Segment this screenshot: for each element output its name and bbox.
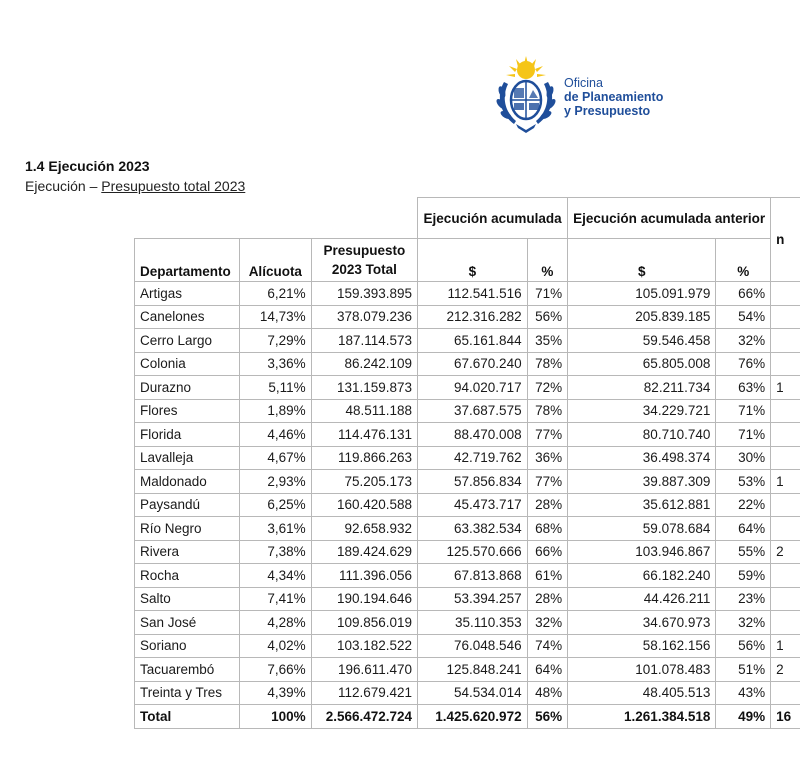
cell-alicuota: 4,67% xyxy=(239,446,311,470)
cell-presupuesto: 114.476.131 xyxy=(311,423,417,447)
cell-ej-pct: 56% xyxy=(527,305,568,329)
budget-execution-table xyxy=(134,197,800,729)
cell-ej-monto: 67.670.240 xyxy=(418,352,528,376)
cell-ant-monto: 58.162.156 xyxy=(568,634,716,658)
cell-departamento: Cerro Largo xyxy=(135,329,240,353)
cell-presupuesto: 75.205.173 xyxy=(311,470,417,494)
cell-ant-monto: 80.710.740 xyxy=(568,423,716,447)
table-row xyxy=(135,587,800,611)
header-ej-monto: $ xyxy=(418,239,528,282)
cell-ej-pct: 61% xyxy=(527,564,568,588)
cell-ej-pct: 32% xyxy=(527,611,568,635)
subtitle-underlined: Presupuesto total 2023 xyxy=(101,178,246,194)
cell-ej-monto: 37.687.575 xyxy=(418,399,528,423)
cell-ant-monto: 82.211.734 xyxy=(568,376,716,400)
header-departamento: Departamento xyxy=(135,239,240,282)
cell-ej-monto: 35.110.353 xyxy=(418,611,528,635)
cell-cut: 1 xyxy=(771,634,800,658)
table-row xyxy=(135,564,800,588)
cell-departamento: Artigas xyxy=(135,282,240,306)
cell-ant-pct: 32% xyxy=(716,611,771,635)
empty-header xyxy=(135,198,418,239)
total-presupuesto: 2.566.472.724 xyxy=(311,705,417,729)
cell-cut xyxy=(771,352,800,376)
opp-logo xyxy=(494,56,694,136)
cell-departamento: Tacuarembó xyxy=(135,658,240,682)
header-ejecucion-acumulada-anterior: Ejecución acumulada anterior xyxy=(568,198,771,239)
cell-cut xyxy=(771,305,800,329)
table-row xyxy=(135,305,800,329)
logo-line-1: Oficina xyxy=(564,76,603,90)
cell-presupuesto: 378.079.236 xyxy=(311,305,417,329)
table-row xyxy=(135,399,800,423)
cell-cut xyxy=(771,564,800,588)
header-presupuesto: Presupuesto 2023 Total xyxy=(311,239,417,282)
cell-cut: 1 xyxy=(771,470,800,494)
cell-alicuota: 1,89% xyxy=(239,399,311,423)
cell-presupuesto: 190.194.646 xyxy=(311,587,417,611)
cell-ej-pct: 28% xyxy=(527,493,568,517)
cell-ej-monto: 125.570.666 xyxy=(418,540,528,564)
cell-ej-pct: 66% xyxy=(527,540,568,564)
cell-cut xyxy=(771,399,800,423)
table-row xyxy=(135,352,800,376)
cell-ej-monto: 112.541.516 xyxy=(418,282,528,306)
total-row xyxy=(135,705,800,729)
cell-cut: 1 xyxy=(771,376,800,400)
cell-ant-monto: 39.887.309 xyxy=(568,470,716,494)
cell-presupuesto: 131.159.873 xyxy=(311,376,417,400)
cell-ant-monto: 103.946.867 xyxy=(568,540,716,564)
cell-ant-pct: 22% xyxy=(716,493,771,517)
header-ej-pct: % xyxy=(527,239,568,282)
cell-ant-monto: 34.229.721 xyxy=(568,399,716,423)
cell-ant-pct: 64% xyxy=(716,517,771,541)
cell-ant-monto: 59.546.458 xyxy=(568,329,716,353)
cell-ant-monto: 48.405.513 xyxy=(568,681,716,705)
cell-alicuota: 3,61% xyxy=(239,517,311,541)
cell-ej-monto: 57.856.834 xyxy=(418,470,528,494)
cell-alicuota: 7,38% xyxy=(239,540,311,564)
table-row xyxy=(135,470,800,494)
cell-cut xyxy=(771,423,800,447)
cell-alicuota: 7,41% xyxy=(239,587,311,611)
cell-ej-pct: 78% xyxy=(527,399,568,423)
cell-departamento: Florida xyxy=(135,423,240,447)
cell-ant-pct: 23% xyxy=(716,587,771,611)
cell-ant-pct: 51% xyxy=(716,658,771,682)
cell-presupuesto: 112.679.421 xyxy=(311,681,417,705)
cell-departamento: Rocha xyxy=(135,564,240,588)
table-body xyxy=(135,282,800,705)
table-row xyxy=(135,681,800,705)
cell-alicuota: 2,93% xyxy=(239,470,311,494)
total-ant-pct: 49% xyxy=(716,705,771,729)
cell-ej-pct: 28% xyxy=(527,587,568,611)
cell-ant-monto: 66.182.240 xyxy=(568,564,716,588)
cell-departamento: Rivera xyxy=(135,540,240,564)
cell-departamento: Treinta y Tres xyxy=(135,681,240,705)
cell-presupuesto: 86.242.109 xyxy=(311,352,417,376)
cell-ant-pct: 63% xyxy=(716,376,771,400)
cell-cut xyxy=(771,587,800,611)
cell-alicuota: 14,73% xyxy=(239,305,311,329)
cell-alicuota: 7,29% xyxy=(239,329,311,353)
cell-alicuota: 5,11% xyxy=(239,376,311,400)
cell-ej-pct: 74% xyxy=(527,634,568,658)
cell-ant-pct: 32% xyxy=(716,329,771,353)
cell-ant-pct: 59% xyxy=(716,564,771,588)
cell-alicuota: 6,25% xyxy=(239,493,311,517)
cell-ej-monto: 88.470.008 xyxy=(418,423,528,447)
cell-ant-pct: 76% xyxy=(716,352,771,376)
table-row xyxy=(135,493,800,517)
cell-presupuesto: 196.611.470 xyxy=(311,658,417,682)
cell-ant-monto: 36.498.374 xyxy=(568,446,716,470)
cell-departamento: Maldonado xyxy=(135,470,240,494)
column-header-row xyxy=(135,239,800,282)
cell-ant-monto: 34.670.973 xyxy=(568,611,716,635)
cell-presupuesto: 159.393.895 xyxy=(311,282,417,306)
cell-alicuota: 6,21% xyxy=(239,282,311,306)
cell-ant-pct: 53% xyxy=(716,470,771,494)
cell-ej-pct: 72% xyxy=(527,376,568,400)
cell-departamento: San José xyxy=(135,611,240,635)
cell-departamento: Durazno xyxy=(135,376,240,400)
header-alicuota: Alícuota xyxy=(239,239,311,282)
cell-ej-pct: 36% xyxy=(527,446,568,470)
total-ej-monto: 1.425.620.972 xyxy=(418,705,528,729)
cell-ej-monto: 65.161.844 xyxy=(418,329,528,353)
cell-ej-monto: 94.020.717 xyxy=(418,376,528,400)
cell-ej-monto: 212.316.282 xyxy=(418,305,528,329)
table-row xyxy=(135,634,800,658)
cell-ant-monto: 205.839.185 xyxy=(568,305,716,329)
cell-alicuota: 7,66% xyxy=(239,658,311,682)
cell-presupuesto: 48.511.188 xyxy=(311,399,417,423)
cell-presupuesto: 189.424.629 xyxy=(311,540,417,564)
cell-ej-monto: 54.534.014 xyxy=(418,681,528,705)
cell-departamento: Río Negro xyxy=(135,517,240,541)
group-header-row xyxy=(135,198,800,239)
cell-departamento: Colonia xyxy=(135,352,240,376)
cell-alicuota: 4,28% xyxy=(239,611,311,635)
cell-presupuesto: 119.866.263 xyxy=(311,446,417,470)
cell-ej-monto: 76.048.546 xyxy=(418,634,528,658)
logo-line-2: de Planeamiento xyxy=(564,90,664,104)
cell-alicuota: 4,34% xyxy=(239,564,311,588)
header-ant-pct: % xyxy=(716,239,771,282)
table-row xyxy=(135,282,800,306)
cell-ej-pct: 64% xyxy=(527,658,568,682)
cell-ant-monto: 65.805.008 xyxy=(568,352,716,376)
cell-ej-monto: 67.813.868 xyxy=(418,564,528,588)
cell-ant-pct: 55% xyxy=(716,540,771,564)
cell-ej-pct: 35% xyxy=(527,329,568,353)
section-title: 1.4 Ejecución 2023 xyxy=(25,158,150,174)
cell-presupuesto: 92.658.932 xyxy=(311,517,417,541)
cell-ant-pct: 56% xyxy=(716,634,771,658)
cell-ant-pct: 66% xyxy=(716,282,771,306)
cell-ej-pct: 78% xyxy=(527,352,568,376)
section-subtitle xyxy=(25,178,245,194)
cell-cut xyxy=(771,611,800,635)
cell-ej-pct: 77% xyxy=(527,423,568,447)
cell-departamento: Salto xyxy=(135,587,240,611)
cell-ej-monto: 53.394.257 xyxy=(418,587,528,611)
header-ejecucion-acumulada: Ejecución acumulada xyxy=(418,198,568,239)
uruguay-coat-of-arms-icon xyxy=(494,56,558,134)
cell-ant-monto: 35.612.881 xyxy=(568,493,716,517)
cell-presupuesto: 111.396.056 xyxy=(311,564,417,588)
total-ant-monto: 1.261.384.518 xyxy=(568,705,716,729)
cell-departamento: Soriano xyxy=(135,634,240,658)
cell-cut xyxy=(771,517,800,541)
cell-ej-monto: 45.473.717 xyxy=(418,493,528,517)
cell-departamento: Flores xyxy=(135,399,240,423)
cell-presupuesto: 187.114.573 xyxy=(311,329,417,353)
total-alicuota: 100% xyxy=(239,705,311,729)
header-cut-column: n xyxy=(771,198,800,282)
cell-ej-monto: 42.719.762 xyxy=(418,446,528,470)
cell-cut xyxy=(771,681,800,705)
cell-presupuesto: 103.182.522 xyxy=(311,634,417,658)
cell-ej-pct: 71% xyxy=(527,282,568,306)
cell-departamento: Lavalleja xyxy=(135,446,240,470)
cell-ant-monto: 105.091.979 xyxy=(568,282,716,306)
cell-ant-monto: 101.078.483 xyxy=(568,658,716,682)
cell-departamento: Paysandú xyxy=(135,493,240,517)
cell-ej-monto: 63.382.534 xyxy=(418,517,528,541)
total-ej-pct: 56% xyxy=(527,705,568,729)
cell-cut xyxy=(771,282,800,306)
cell-ant-pct: 71% xyxy=(716,423,771,447)
logo-text xyxy=(564,76,663,118)
logo-line-3: y Presupuesto xyxy=(564,104,651,118)
table-row xyxy=(135,517,800,541)
table-row xyxy=(135,611,800,635)
total-cut: 16 xyxy=(771,705,800,729)
cell-cut xyxy=(771,446,800,470)
cell-cut: 2 xyxy=(771,658,800,682)
cell-ej-monto: 125.848.241 xyxy=(418,658,528,682)
total-label: Total xyxy=(135,705,240,729)
cell-alicuota: 4,02% xyxy=(239,634,311,658)
cell-ej-pct: 77% xyxy=(527,470,568,494)
cell-presupuesto: 109.856.019 xyxy=(311,611,417,635)
cell-cut: 2 xyxy=(771,540,800,564)
cell-ej-pct: 48% xyxy=(527,681,568,705)
cell-presupuesto: 160.420.588 xyxy=(311,493,417,517)
cell-departamento: Canelones xyxy=(135,305,240,329)
cell-ant-monto: 59.078.684 xyxy=(568,517,716,541)
table-row xyxy=(135,446,800,470)
table-row xyxy=(135,540,800,564)
cell-alicuota: 4,46% xyxy=(239,423,311,447)
cell-ej-pct: 68% xyxy=(527,517,568,541)
cell-ant-pct: 30% xyxy=(716,446,771,470)
cell-ant-monto: 44.426.211 xyxy=(568,587,716,611)
header-ant-monto: $ xyxy=(568,239,716,282)
cell-ant-pct: 43% xyxy=(716,681,771,705)
table-row xyxy=(135,376,800,400)
cell-cut xyxy=(771,329,800,353)
cell-ant-pct: 54% xyxy=(716,305,771,329)
cell-alicuota: 3,36% xyxy=(239,352,311,376)
cell-ant-pct: 71% xyxy=(716,399,771,423)
table-row xyxy=(135,329,800,353)
table-row xyxy=(135,423,800,447)
table-row xyxy=(135,658,800,682)
subtitle-prefix: Ejecución – xyxy=(25,178,102,194)
cell-cut xyxy=(771,493,800,517)
cell-alicuota: 4,39% xyxy=(239,681,311,705)
